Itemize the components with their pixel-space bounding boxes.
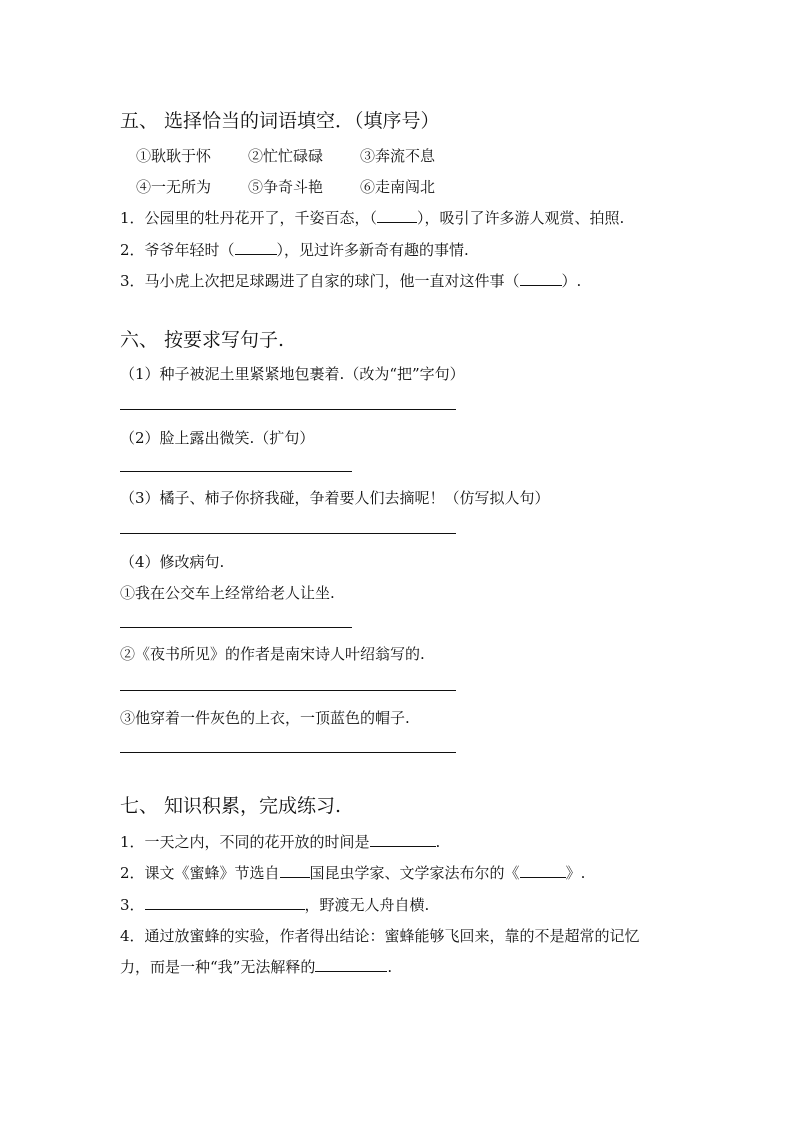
s5-question-3 [120,270,581,291]
s7-question-2 [120,862,585,883]
section5-heading: 五、 选择恰当的词语填空．（填序号） [120,110,440,132]
s6-answer-line-2[interactable] [120,471,352,472]
s5-q3-text-after: ）. [561,272,582,290]
s6-answer-line-3[interactable] [120,533,456,534]
s7-q3-text-after: ，野渡无人舟自横. [304,896,430,914]
s5-q1-text-before: 1．公园里的牡丹花开了，千姿百态，（ [120,209,378,227]
s7-q2-text-mid: 国昆虫学家、文学家法布尔的《 [309,864,520,882]
s6-answer-line-6[interactable] [120,752,456,753]
s7-q3-text-before: 3． [120,896,145,914]
s6-sub-2: ②《夜书所见》的作者是南宋诗人叶绍翁写的. [120,645,425,663]
s5-q3-text-before: 3．马小虎上次把足球踢进了自家的球门，他一直对这件事（ [120,272,520,290]
s7-q4-text-after: . [387,958,393,976]
s6-sub-3: ③他穿着一件灰色的上衣，一顶蓝色的帽子. [120,709,410,727]
option-2: ②忙忙碌碌 [248,147,324,165]
s7-question-3 [120,894,429,915]
s7-q1-text-before: 1．一天之内，不同的花开放的时间是 [120,833,370,851]
s5-question-2 [120,239,469,260]
s6-item-1: （1）种子被泥土里紧紧地包裹着.（改为“把”字句） [120,365,465,383]
s5-q1-blank[interactable] [377,208,417,223]
s6-answer-line-4[interactable] [120,627,352,628]
s5-q2-blank[interactable] [235,240,277,255]
s7-question-1 [120,831,440,852]
s5-q1-text-after: ），吸引了许多游人观赏、拍照. [417,209,625,227]
s7-q2-blank-2[interactable] [520,863,566,878]
option-3: ③奔流不息 [360,147,436,165]
s6-item-4: （4）修改病句. [120,553,225,571]
s6-sub-1: ①我在公交车上经常给老人让坐. [120,584,335,602]
s6-item-3: （3）橘子、柿子你挤我碰，争着要人们去摘呢！（仿写拟人句） [120,489,550,507]
s6-answer-line-5[interactable] [120,690,456,691]
s5-q3-blank[interactable] [520,271,562,286]
s7-q2-blank-1[interactable] [280,863,310,878]
s7-q4-blank[interactable] [315,957,387,972]
s6-item-2: （2）脸上露出微笑.（扩句） [120,429,315,447]
s6-answer-line-1[interactable] [120,409,456,410]
s7-q2-text-after: 》. [565,864,586,882]
s7-q1-text-after: . [435,833,441,851]
option-5: ⑤争奇斗艳 [248,178,324,196]
s7-q1-blank[interactable] [370,832,436,847]
section7-heading: 七、 知识积累，完成练习. [120,795,342,817]
s7-q2-text-before: 2．课文《蜜蜂》节选自 [120,864,280,882]
option-1: ①耿耿于怀 [136,147,212,165]
s5-q2-text-before: 2．爷爷年轻时（ [120,241,235,259]
s7-question-4-line-1: 4．通过放蜜蜂的实验，作者得出结论：蜜蜂能够飞回来，靠的不是超常的记忆 [120,927,640,945]
s7-q3-blank[interactable] [145,895,305,910]
s5-q2-text-after: ），见过许多新奇有趣的事情. [276,241,469,259]
option-4: ④一无所为 [136,178,212,196]
option-6: ⑥走南闯北 [360,178,436,196]
section6-heading: 六、 按要求写句子. [120,329,285,351]
s7-question-4-line-2 [120,956,392,977]
s5-question-1 [120,207,624,228]
s7-q4-text-before: 力，而是一种“我”无法解释的 [120,958,316,976]
